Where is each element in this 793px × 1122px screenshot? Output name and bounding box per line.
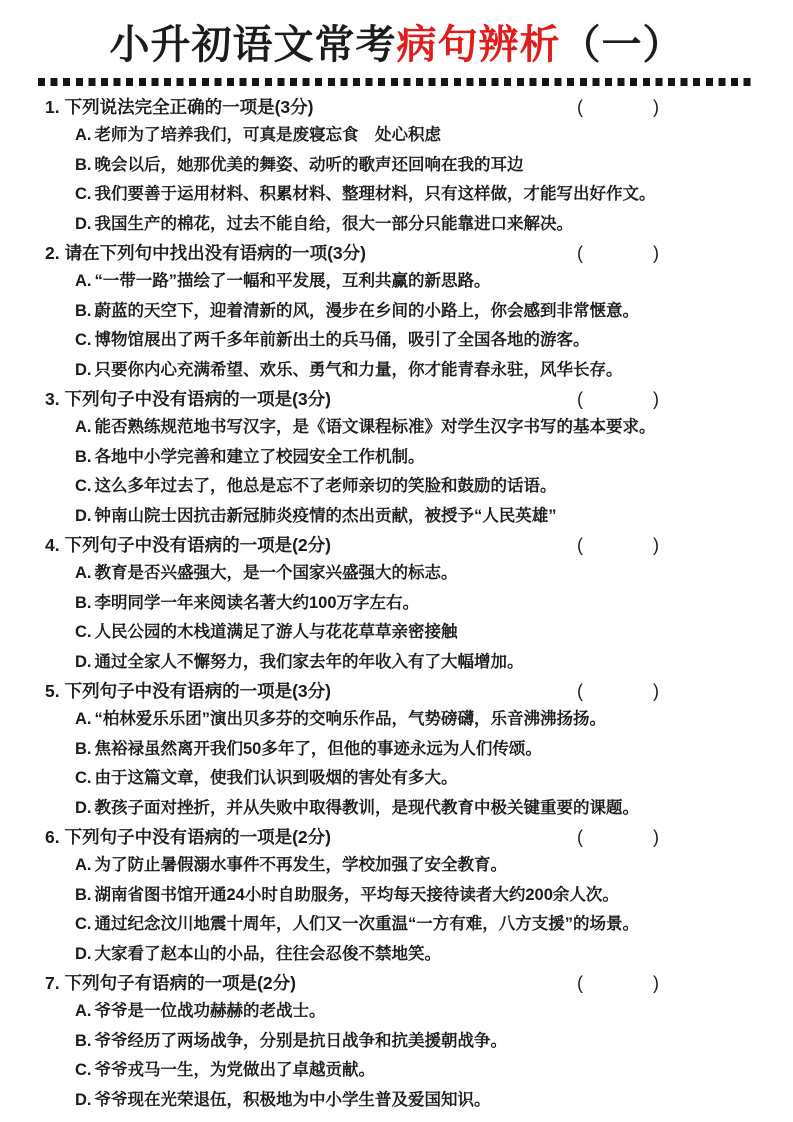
answer-blank	[577, 970, 659, 997]
option-label: B.	[75, 447, 92, 466]
option-d	[45, 794, 753, 824]
paren-close: )	[653, 243, 659, 263]
option-text: 老师为了培养我们，可真是废寝忘食 处心积虑	[94, 126, 441, 144]
question-header	[45, 94, 753, 121]
option-label: D.	[75, 1090, 92, 1109]
option-text: 各地中小学完善和建立了校园安全工作机制。	[94, 447, 425, 466]
option-text: 焦裕禄虽然离开我们50多年了，但他的事迹永远为人们传颂。	[94, 739, 542, 758]
option-d	[45, 356, 753, 386]
option-label: C.	[75, 915, 92, 933]
answer-blank	[577, 824, 659, 851]
paren-open: (	[577, 973, 583, 993]
option-label: A.	[75, 564, 92, 582]
title-highlight: 病句辨析	[396, 23, 561, 67]
dotted-divider	[38, 78, 755, 86]
option-a	[45, 267, 753, 297]
option-text: 爷爷戎马一生，为党做出了卓越贡献。	[94, 1061, 375, 1079]
question-stem: 下列句子中没有语病的一项是(3分)	[64, 681, 331, 701]
option-label: B.	[75, 301, 92, 320]
answer-blank	[577, 94, 659, 121]
question-stem: 下列句子中没有语病的一项是(3分)	[64, 389, 331, 409]
option-d	[45, 210, 753, 240]
option-label: A.	[75, 1002, 92, 1020]
answer-blank	[577, 386, 659, 413]
question-header	[45, 386, 753, 413]
paren-close: )	[653, 681, 659, 701]
option-text: 我们要善于运用材料、积累材料、整理材料，只有这样做，才能写出好作文。	[94, 185, 656, 203]
option-text: 博物馆展出了两千多年前新出土的兵马俑，吸引了全国各地的游客。	[94, 331, 590, 349]
question-block	[45, 386, 753, 531]
option-label: C.	[75, 1061, 92, 1079]
option-label: B.	[75, 155, 92, 174]
question-block	[45, 824, 753, 969]
option-text: 爷爷经历了两场战争，分别是抗日战争和抗美援朝战争。	[94, 1031, 507, 1050]
answer-blank	[577, 532, 659, 559]
question-header	[45, 824, 753, 851]
question-stem: 下列句子中没有语病的一项是(2分)	[64, 535, 331, 555]
option-c	[45, 180, 753, 210]
paren-close: )	[653, 827, 659, 847]
paren-open: (	[577, 389, 583, 409]
option-d	[45, 502, 753, 532]
paren-close: )	[653, 389, 659, 409]
option-text: 通过纪念汶川地震十周年，人们又一次重温“一方有难，八方支援”的场景。	[94, 915, 639, 933]
question-number: 3.	[45, 389, 60, 409]
question-block	[45, 94, 753, 239]
question-block	[45, 678, 753, 823]
question-number: 1.	[45, 97, 60, 117]
option-label: B.	[75, 739, 92, 758]
option-a	[45, 851, 753, 881]
option-label: C.	[75, 477, 92, 495]
option-label: A.	[75, 126, 92, 144]
option-text: “一带一路”描绘了一幅和平发展，互利共赢的新思路。	[94, 272, 491, 290]
option-label: B.	[75, 593, 92, 612]
option-b	[45, 297, 753, 327]
question-header	[45, 240, 753, 267]
page-title	[0, 0, 793, 68]
option-c	[45, 1056, 753, 1086]
paren-close: )	[653, 973, 659, 993]
question-header	[45, 970, 753, 997]
answer-blank	[577, 240, 659, 267]
option-label: D.	[75, 214, 92, 233]
question-stem: 请在下列句中找出没有语病的一项(3分)	[64, 243, 366, 263]
question-number: 7.	[45, 973, 60, 993]
option-text: 蔚蓝的天空下，迎着清新的风，漫步在乡间的小路上，你会感到非常惬意。	[94, 301, 639, 320]
option-c	[45, 326, 753, 356]
option-label: C.	[75, 185, 92, 203]
title-prefix: 小升初语文常考	[109, 23, 397, 67]
option-b	[45, 735, 753, 765]
option-a	[45, 705, 753, 735]
option-label: D.	[75, 944, 92, 963]
option-label: A.	[75, 272, 92, 290]
option-label: D.	[75, 798, 92, 817]
question-list	[0, 86, 793, 1115]
question-stem: 下列说法完全正确的一项是(3分)	[64, 97, 314, 117]
option-d	[45, 940, 753, 970]
option-c	[45, 910, 753, 940]
option-a	[45, 413, 753, 443]
option-a	[45, 997, 753, 1027]
paren-open: (	[577, 97, 583, 117]
question-header	[45, 532, 753, 559]
option-text: 教孩子面对挫折，并从失败中取得教训，是现代教育中极关键重要的课题。	[94, 798, 639, 817]
paren-close: )	[653, 535, 659, 555]
option-text: 李明同学一年来阅读名著大约100万字左右。	[94, 593, 420, 612]
question-number: 2.	[45, 243, 60, 263]
question-block	[45, 240, 753, 385]
option-label: B.	[75, 885, 92, 904]
question-stem: 下列句子有语病的一项是(2分)	[64, 973, 296, 993]
option-c	[45, 764, 753, 794]
paren-open: (	[577, 827, 583, 847]
option-text: 通过全家人不懈努力，我们家去年的年收入有了大幅增加。	[94, 652, 524, 671]
question-block	[45, 970, 753, 1115]
option-text: 晚会以后，她那优美的舞姿、动听的歌声还回响在我的耳边	[94, 155, 524, 174]
question-number: 4.	[45, 535, 60, 555]
option-c	[45, 618, 753, 648]
option-label: D.	[75, 506, 92, 525]
question-number: 6.	[45, 827, 60, 847]
option-label: C.	[75, 331, 92, 349]
paren-open: (	[577, 535, 583, 555]
option-text: 由于这篇文章，使我们认识到吸烟的害处有多大。	[94, 769, 458, 787]
option-text: 钟南山院士因抗击新冠肺炎疫情的杰出贡献，被授予“人民英雄”	[94, 506, 557, 525]
option-text: 只要你内心充满希望、欢乐、勇气和力量，你才能青春永驻，风华长存。	[94, 360, 623, 379]
option-d	[45, 648, 753, 678]
option-a	[45, 121, 753, 151]
question-block	[45, 532, 753, 677]
option-c	[45, 472, 753, 502]
option-label: A.	[75, 856, 92, 874]
option-text: 爷爷现在光荣退伍，积极地为中小学生普及爱国知识。	[94, 1090, 491, 1109]
option-text: 能否熟练规范地书写汉字，是《语文课程标准》对学生汉字书写的基本要求。	[94, 418, 656, 436]
paren-close: )	[653, 97, 659, 117]
option-label: D.	[75, 360, 92, 379]
option-text: 这么多年过去了，他总是忘不了老师亲切的笑脸和鼓励的话语。	[94, 477, 557, 495]
option-label: A.	[75, 710, 92, 728]
option-label: C.	[75, 769, 92, 787]
option-b	[45, 443, 753, 473]
option-b	[45, 881, 753, 911]
option-label: B.	[75, 1031, 92, 1050]
option-b	[45, 589, 753, 619]
answer-blank	[577, 678, 659, 705]
paren-open: (	[577, 243, 583, 263]
option-text: 我国生产的棉花，过去不能自给，很大一部分只能靠进口来解决。	[94, 214, 573, 233]
option-text: 教育是否兴盛强大，是一个国家兴盛强大的标志。	[94, 564, 458, 582]
option-label: D.	[75, 652, 92, 671]
option-text: 湖南省图书馆开通24小时自助服务，平均每天接待读者大约200余人次。	[94, 885, 619, 904]
option-text: “柏林爱乐乐团”演出贝多芬的交响乐作品，气势磅礴，乐音沸沸扬扬。	[94, 710, 606, 728]
option-text: 大家看了赵本山的小品，往往会忍俊不禁地笑。	[94, 944, 441, 963]
title-suffix: （一）	[560, 23, 684, 67]
option-a	[45, 559, 753, 589]
option-label: C.	[75, 623, 92, 641]
option-d	[45, 1086, 753, 1116]
option-text: 人民公园的木栈道满足了游人与花花草草亲密接触	[94, 623, 458, 641]
option-text: 为了防止暑假溺水事件不再发生，学校加强了安全教育。	[94, 856, 507, 874]
option-label: A.	[75, 418, 92, 436]
question-stem: 下列句子中没有语病的一项是(2分)	[64, 827, 331, 847]
option-b	[45, 1027, 753, 1057]
paren-open: (	[577, 681, 583, 701]
question-number: 5.	[45, 681, 60, 701]
option-text: 爷爷是一位战功赫赫的老战士。	[94, 1002, 326, 1020]
question-header	[45, 678, 753, 705]
option-b	[45, 151, 753, 181]
